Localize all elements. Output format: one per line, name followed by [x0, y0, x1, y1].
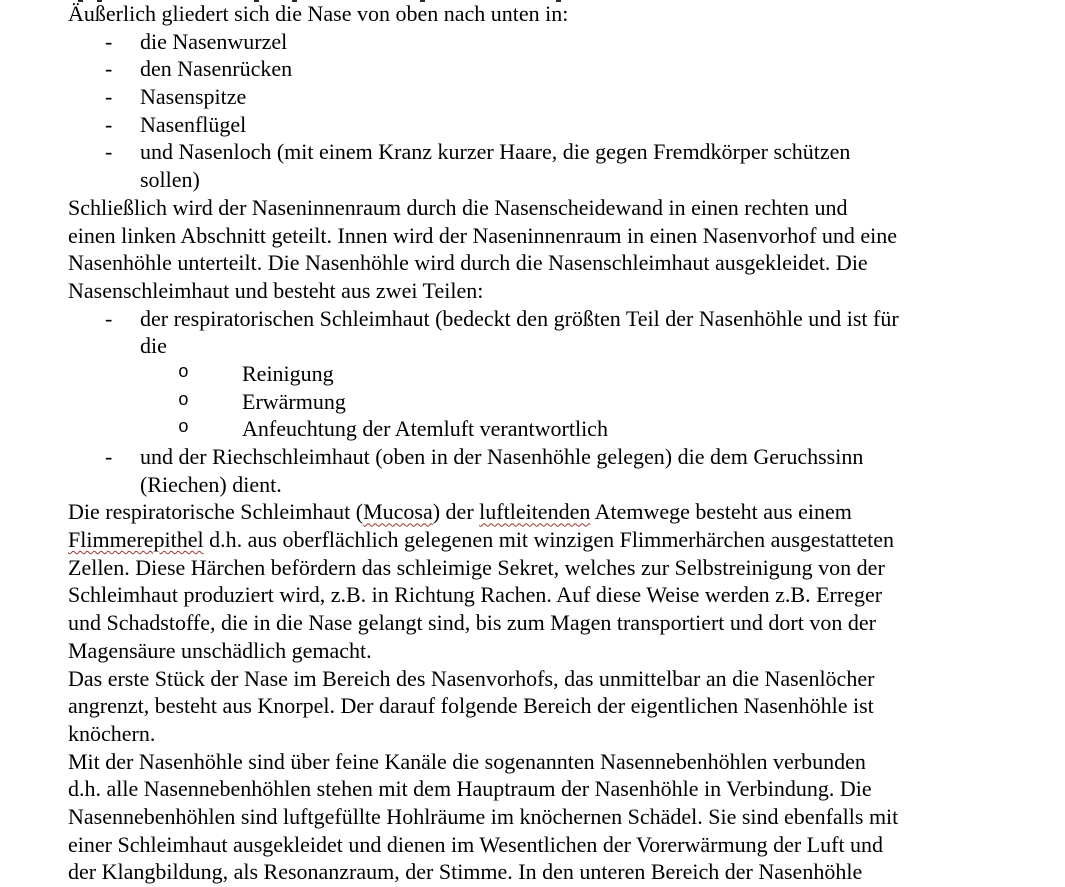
text-line	[68, 55, 1065, 83]
text-segment: Nasenschleimhaut und besteht aus zwei Teilen:	[68, 277, 484, 303]
bullet-dash-icon: -	[105, 444, 113, 469]
text-line	[68, 554, 1065, 582]
text-segment: Nasennebenhöhlen sind luftgefüllte Hohlräume im knöchernen Schädel. Sie sind ebenfalls mit	[68, 803, 899, 829]
text-segment: und Nasenloch (mit einem Kranz kurzer Haare, die gegen Fremdkörper schützen	[140, 139, 851, 165]
text-segment: Erwärmung	[242, 388, 346, 414]
text-segment: einer Schleimhaut ausgekleidet und dienen im Wesentlichen der Vorerwärmung der Luft und	[68, 831, 884, 857]
text-segment: Nasenflügel	[140, 111, 247, 137]
text-line	[68, 831, 1065, 859]
text-segment: Reinigung	[242, 360, 334, 386]
text-line	[68, 526, 1065, 554]
bullet-dash-icon: -	[105, 305, 113, 331]
text-line	[68, 775, 1065, 803]
text-line	[68, 471, 1065, 499]
misspelled-word: Mucosa	[363, 499, 433, 525]
text-line	[68, 166, 1065, 194]
text-line	[68, 277, 1065, 305]
bullet-dash-icon: -	[105, 84, 113, 110]
bullet-circle-icon: o	[178, 390, 189, 411]
misspelled-word: Flimmerepithel	[68, 527, 204, 553]
text-segment: angrenzt, besteht aus Knorpel. Der darauf folgende Bereich der eigentlichen Nasenhöhle ist	[68, 693, 874, 719]
text-line	[68, 28, 1065, 56]
text-segment: (Riechen) dient.	[140, 471, 282, 497]
text-line	[68, 637, 1065, 665]
text-segment: und Schadstoffe, die in die Nase gelangt sind, bis zum Magen transportiert und dort von der	[68, 610, 876, 636]
text-segment: d.h. alle Nasennebenhöhlen stehen mit dem Hauptraum der Nasenhöhle in Verbindung. Die	[68, 776, 872, 802]
text-line	[68, 609, 1065, 637]
text-segment: Äußerlich gliedert sich die Nase von oben nach unten in:	[68, 1, 569, 26]
text-segment: die	[140, 333, 167, 359]
text-line	[68, 581, 1065, 609]
text-line	[68, 692, 1065, 720]
text-line	[68, 222, 1065, 250]
text-segment: Schleimhaut produziert wird, z.B. in Richtung Rachen. Auf diese Weise werden z.B. Erreger	[68, 582, 883, 608]
text-line	[68, 498, 1065, 526]
text-line	[68, 388, 1065, 416]
bullet-dash-icon: -	[105, 56, 113, 82]
text-line	[68, 111, 1065, 139]
text-segment: Nasenspitze	[140, 84, 247, 110]
bullet-circle-icon: o	[178, 362, 189, 383]
text-segment: Anfeuchtung der Atemluft verantwortlich	[242, 416, 608, 442]
text-segment: und der Riechschleimhaut (oben in der Nasenhöhle gelegen) die dem Geruchssinn	[140, 444, 864, 469]
text-segment: die Nasenwurzel	[140, 28, 288, 54]
text-segment: Zellen. Diese Härchen befördern das schleimige Sekret, welches zur Selbstreinigung von der	[68, 554, 885, 580]
text-segment: Schließlich wird der Naseninnenraum durch die Nasenscheidewand in einen rechten und	[68, 194, 848, 220]
text-segment: Nasenhöhle unterteilt. Die Nasenhöhle wird durch die Nasenschleimhaut ausgekleidet. Die	[68, 250, 868, 276]
misspelled-word: luftleitenden	[479, 499, 591, 525]
text-segment: Das erste Stück der Nase im Bereich des Nasenvorhofs, das unmittelbar an die Nasenlöcher	[68, 665, 875, 691]
text-segment: Mit der Nasenhöhle sind über feine Kanäle die sogenannten Nasennebenhöhlen verbunden	[68, 748, 866, 774]
text-segment: sollen)	[140, 167, 200, 193]
text-segment: ) der	[432, 499, 480, 525]
text-segment: den Nasenrücken	[140, 56, 293, 82]
text-segment: einen linken Abschnitt geteilt. Innen wird der Naseninnenraum in einen Nasenvorhof und eine	[68, 222, 898, 248]
text-line	[68, 83, 1065, 111]
text-segment: Atemwege besteht aus einem	[590, 499, 852, 525]
text-line	[68, 138, 1065, 166]
bullet-dash-icon: -	[105, 111, 113, 137]
text-line	[68, 332, 1065, 360]
text-line	[68, 803, 1065, 831]
text-segment: knöchern.	[68, 720, 156, 746]
text-line	[68, 665, 1065, 693]
text-line	[68, 0, 1065, 28]
text-segment: d.h. aus oberflächlich gelegenen mit winzigen Flimmerhärchen ausgestatteten	[203, 527, 894, 553]
text-segment: Magensäure unschädlich gemacht.	[68, 637, 372, 663]
text-line	[68, 443, 1065, 471]
text-line	[68, 858, 1065, 886]
bullet-dash-icon: -	[105, 28, 113, 54]
bullet-dash-icon: -	[105, 139, 113, 165]
text-line	[68, 194, 1065, 222]
text-line	[68, 360, 1065, 388]
text-line	[68, 415, 1065, 443]
text-line	[68, 249, 1065, 277]
text-segment: Die respiratorische Schleimhaut (	[68, 499, 364, 525]
bullet-circle-icon: o	[178, 418, 189, 439]
text-segment: der respiratorischen Schleimhaut (bedeckt den größten Teil der Nasenhöhle und ist für	[140, 305, 899, 331]
text-segment: der Klangbildung, als Resonanzraum, der Stimme. In den unteren Bereich der Nasenhöhle	[68, 859, 863, 885]
text-line	[68, 720, 1065, 748]
text-line	[68, 305, 1065, 333]
text-line	[68, 748, 1065, 776]
